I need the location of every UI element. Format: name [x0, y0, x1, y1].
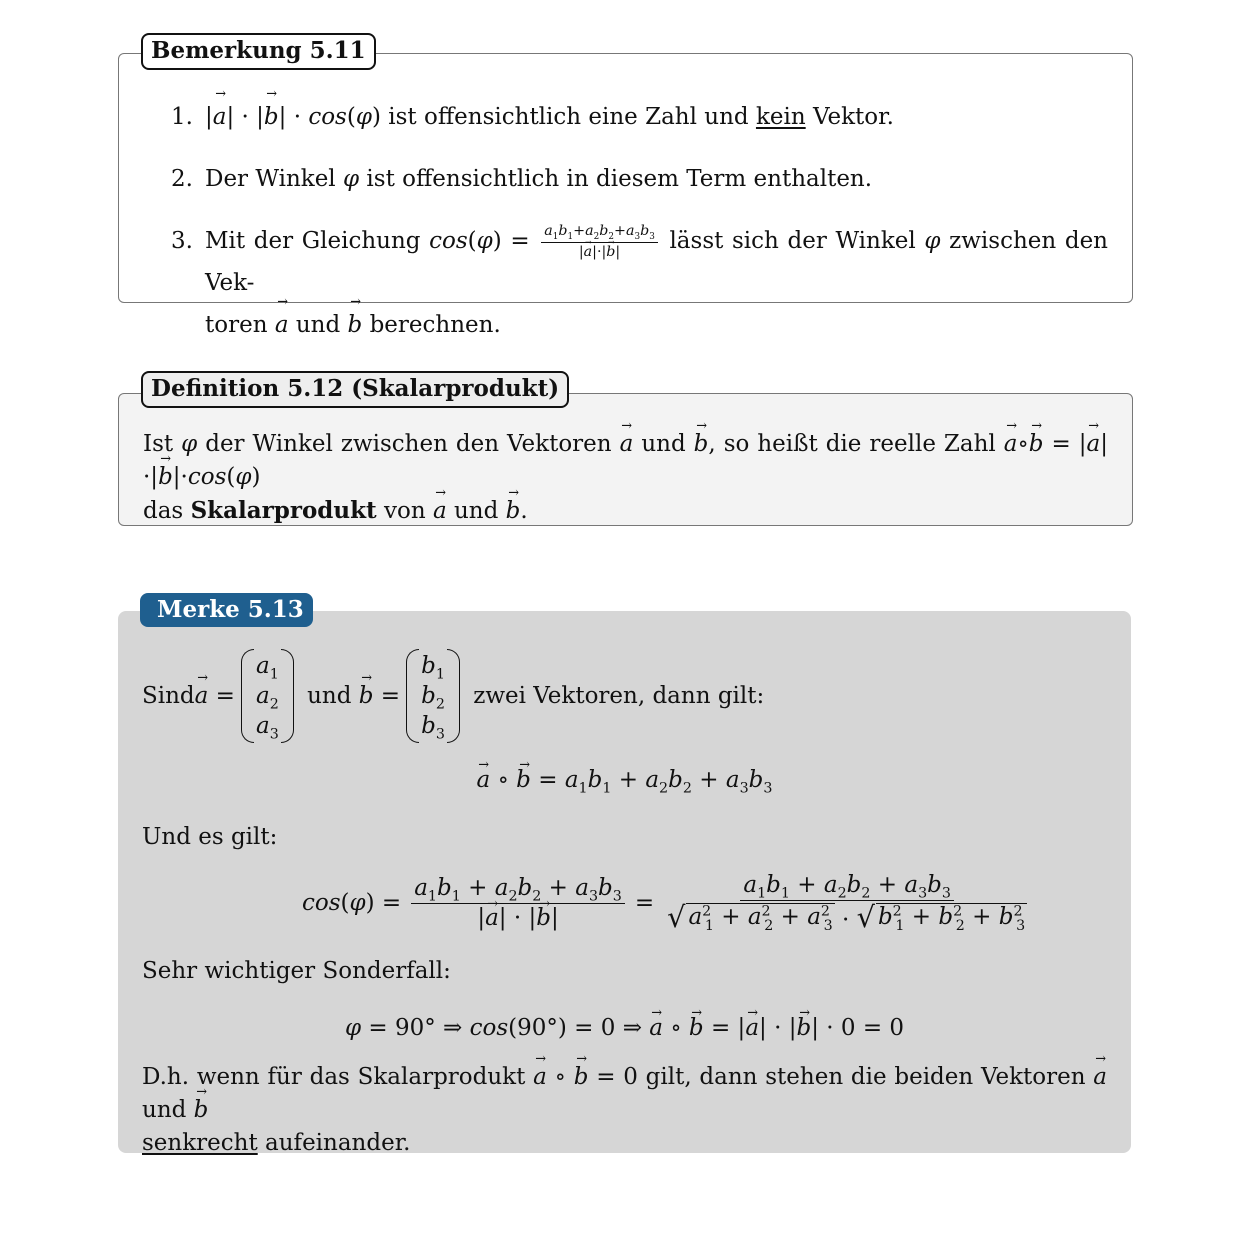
phi-symbol: φ	[342, 166, 360, 192]
list-item-text: Mit der Gleichung cos(φ) = $\frac{a_1b_1+a_2b_2+a_3b_3}{|\to a|\cdot|\to b|}$ lässt sich der Winkel φ zwischen den Vek- toren → a und → b berechnen.	[205, 220, 1108, 346]
underlined-kein: kein	[755, 104, 806, 130]
list-item-text: |→ a| · |→ b| · cos(φ) ist offensichtlich eine Zahl und kein Vektor.	[205, 96, 1108, 138]
list-item	[171, 96, 1108, 138]
formula-component-product: → a ∘ → $b = a_1b_1 + a_2b_2 + a_3b_3$	[118, 767, 1131, 793]
list-number: 1.	[171, 104, 193, 130]
vector-definition-line: Sind → a = $a_1$ $a_2$ $a_3$ und → b = $b_1$ $b_2$ $b_3$ zwei Vektoren, dann gilt:	[142, 649, 1107, 743]
merke-title: Merke 5.13	[140, 593, 313, 627]
list-item	[171, 158, 1108, 200]
underlined-senkrecht: senkrecht	[142, 1130, 258, 1156]
bemerkung-box	[118, 37, 1133, 338]
merke-box	[118, 596, 1131, 1156]
formula-special-case: φ = 90° ⇒ cos(90°) = 0 ⇒ → a ∘ → b = |→ a| · |→ b| · 0 = 0	[118, 1015, 1131, 1041]
sonderfall-text: Sehr wichtiger Sonderfall:	[142, 958, 451, 984]
bemerkung-list	[171, 96, 1108, 366]
column-vector-a: $a_1$ $a_2$ $a_3$	[241, 649, 294, 743]
list-item	[171, 220, 1108, 346]
und-es-gilt-text: Und es gilt:	[142, 824, 278, 850]
bold-term-skalarprodukt: Skalarprodukt	[190, 497, 377, 524]
formula-norm-product: |→ a| · |→ b| · cos(φ)	[205, 104, 381, 130]
list-item-text: Der Winkel φ ist offensichtlich in diesem Term enthalten.	[205, 166, 873, 192]
definition-box	[118, 375, 1133, 526]
formula-scalar-product: → a∘→ b = |→ a|·|→ b|·cos(φ)	[143, 431, 1108, 490]
definition-title: Definition 5.12 (Skalarprodukt)	[141, 371, 569, 408]
definition-text: Ist φ der Winkel zwischen den Vektoren → a und → b, so heißt die reelle Zahl → a∘→ b = |→ a|·|→ b|·cos(φ) das Skalarprodukt von → a und → b.	[143, 428, 1108, 528]
conclusion-text: D.h. wenn für das Skalarprodukt → a ∘ → b = 0 gilt, dann stehen die beiden Vektoren → a und → b senkrecht aufeinander.	[142, 1061, 1107, 1160]
formula-cos-fraction: cos(φ) = $\frac{a_1b_1+a_2b_2+a_3b_3}{|\to a|\cdot|\to b|}$	[429, 228, 661, 254]
formula-cos-angle: cos(φ) = $\frac{a_1b_1 + a_2b_2 + a_3b_3}{|\to a| \cdot |\to b|}$ = $a_1b_1 + a_2b_2 + a_3b_3$ √ $a^2_1 + a^2_2 + a^2_3$ · √ $b^2_1 + b^2_2 + b^2_3$	[302, 873, 1033, 934]
list-number: 2.	[171, 166, 193, 192]
column-vector-b: $b_1$ $b_2$ $b_3$	[406, 649, 460, 743]
list-number: 3.	[171, 228, 193, 254]
bemerkung-title: Bemerkung 5.11	[141, 33, 376, 70]
